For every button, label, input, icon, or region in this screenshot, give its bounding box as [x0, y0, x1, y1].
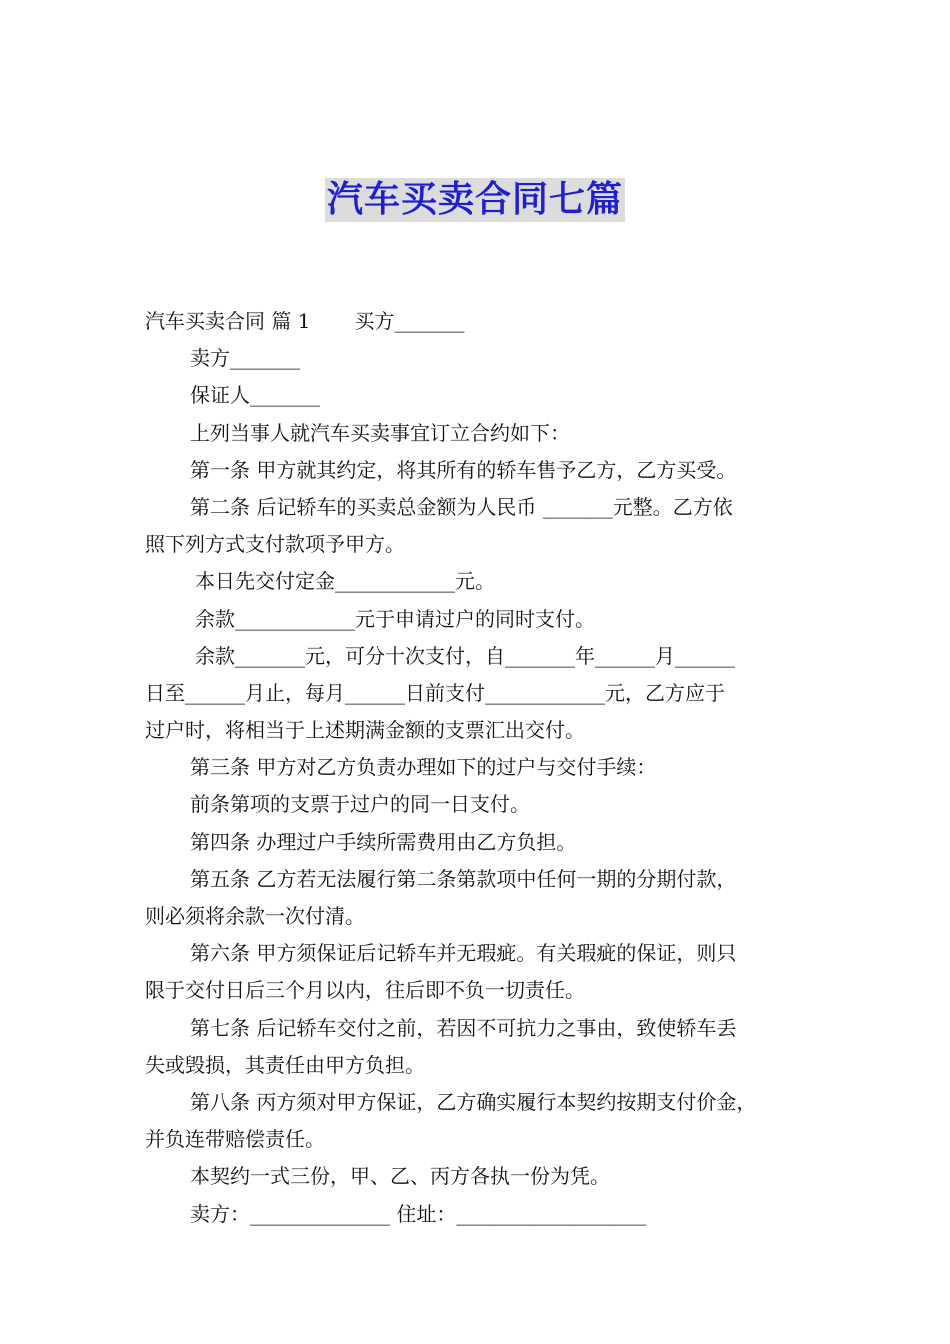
- paragraph-line: 第六条 甲方须保证后记轿车并无瑕疵。有关瑕疵的保证，则只: [190, 941, 737, 966]
- paragraph-line: 第一条 甲方就其约定，将其所有的轿车售予乙方，乙方买受。: [190, 457, 737, 482]
- section-heading: 汽车买卖合同 篇 1: [145, 309, 311, 333]
- paragraph-line: 第三条 甲方对乙方负责办理如下的过户与交付手续：: [190, 755, 657, 780]
- paragraph-line: 第五条 乙方若无法履行第二条第款项中任何一期的分期付款，: [190, 866, 737, 891]
- document-body: [145, 303, 810, 1233]
- paragraph-line: 第七条 后记轿车交付之前，若因不可抗力之事由，致使轿车丢: [190, 1015, 737, 1040]
- paragraph-line: 则必须将余款一次付清。: [145, 904, 365, 928]
- paragraph-line: 卖方：______________ 住址：___________________: [190, 1201, 647, 1226]
- paragraph-line: 卖方_______: [190, 346, 300, 371]
- paragraph-line: 余款____________元于申请过户的同时支付。: [195, 606, 595, 631]
- paragraph-line: 前条第项的支票于过户的同一日支付。: [190, 792, 530, 817]
- paragraph-line: 日至______月止，每月______日前支付____________元，乙方应于: [145, 680, 725, 705]
- document-title: 汽车买卖合同七篇: [326, 179, 623, 220]
- paragraph-line: 余款_______元，可分十次支付，自_______年______月______: [195, 643, 735, 668]
- document-title-wrap: [0, 178, 950, 222]
- paragraph-line: 并负连带赔偿责任。: [145, 1127, 325, 1152]
- paragraph-line: 第二条 后记轿车的买卖总金额为人民币 _______元整。乙方依: [190, 494, 733, 519]
- paragraph-line: 本日先交付定金____________元。: [195, 569, 495, 594]
- paragraph-line: 照下列方式支付款项予甲方。: [145, 532, 405, 557]
- buyer-field: 买方_______: [354, 309, 465, 333]
- paragraph-line: 上列当事人就汽车买卖事宜订立合约如下：: [190, 420, 570, 445]
- paragraph-line: 失或毁损，其责任由甲方负担。: [145, 1052, 425, 1077]
- paragraph-line: 过户时，将相当于上述期满金额的支票汇出交付。: [145, 718, 585, 743]
- paragraph-line: 本契约一式三份，甲、乙、丙方各执一份为凭。: [190, 1164, 610, 1189]
- paragraph-line: 第八条 丙方须对甲方保证，乙方确实履行本契约按期支付价金，: [190, 1089, 757, 1114]
- paragraph-line: 第四条 办理过户手续所需费用由乙方负担。: [190, 829, 577, 854]
- paragraph-line: 保证人_______: [190, 383, 320, 408]
- paragraph-line: [145, 303, 810, 340]
- paragraph-line: 限于交付日后三个月以内，往后即不负一切责任。: [145, 978, 585, 1003]
